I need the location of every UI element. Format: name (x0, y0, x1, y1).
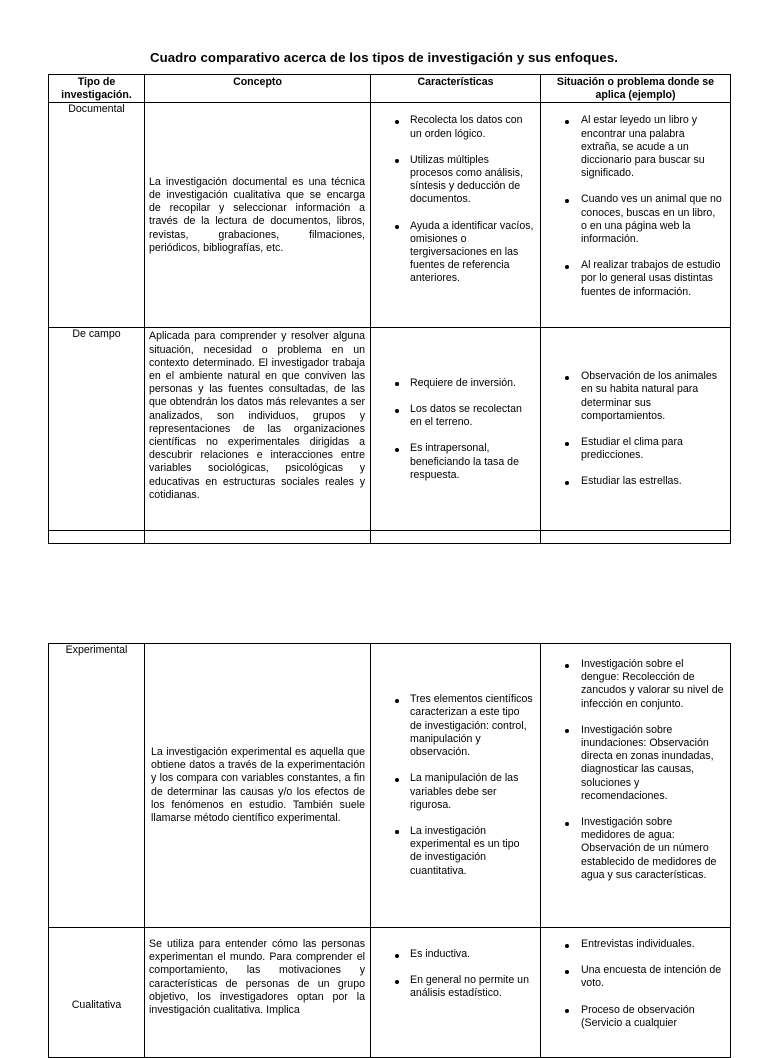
list-item (541, 475, 724, 488)
row-concepto: Aplicada para comprender y resolver alguna situación, necesidad o problema en un contexto determinado. El investigador trabaja en el ambiente natural en que conviven las personas y las fuentes consultadas, de las que obtendrán los datos más relevantes a ser analizados, son individuos, grupos y representaciones de las organizaciones científicas no experimentales dirigidas a descubrir relaciones e interacciones entre variables sociológicas, psicológicas y educativas en estructuras sociales reales y cotidianas. (145, 328, 371, 531)
bullet-icon (565, 970, 569, 974)
bullet-icon (395, 830, 399, 834)
list-item-text: Al estar leyedo un libro y encontrar una palabra extraña, se acude a un diccionario para buscar su significado. (581, 114, 705, 180)
row-tipo: Experimental (49, 644, 145, 928)
list-item-text: Entrevistas individuales. (581, 938, 695, 950)
bullet-icon (565, 944, 569, 948)
row-caracteristicas (371, 644, 541, 928)
list-item-text: Investigación sobre inundaciones: Observación directa en zonas inundadas, diagnosticar las causas, soluciones y recomendaciones. (581, 723, 714, 802)
bullet-icon (565, 120, 569, 124)
list-item (371, 948, 534, 961)
bullet-icon (565, 729, 569, 733)
list-item-text: Proceso de observación (Servicio a cualquier (581, 1003, 695, 1029)
row-caracteristicas (371, 928, 541, 1058)
list-item-text: Una encuesta de intención de voto. (581, 964, 722, 990)
list-item (371, 377, 534, 390)
bullet-icon (395, 382, 399, 386)
list-item (371, 403, 534, 429)
list-item (541, 1004, 724, 1030)
list-item-text: Estudiar las estrellas. (581, 475, 682, 488)
bullet-icon (395, 778, 399, 782)
list-item (371, 442, 534, 482)
bullet-icon (565, 481, 569, 485)
list-item-text: Observación de los animales en su habita natural para determinar sus comportamientos. (581, 370, 718, 422)
header-situacion: Situación o problema donde se aplica (ejemplo) (541, 75, 731, 103)
list-item (371, 974, 534, 1000)
empty-cell (145, 531, 371, 544)
list-item-text: Cuando ves un animal que no conoces, buscas en un libro, o en una página web la información. (581, 193, 722, 246)
bullet-icon (565, 664, 569, 668)
row-concepto: Se utiliza para entender cómo las personas experimentan el mundo. Para comprender el comportamiento, las motivaciones y características de personas de un grupo objetivo, los investigadores optan por la investigación cualitativa. Implica (145, 928, 371, 1058)
list-item-text: Los datos se recolectan en el terreno. (410, 403, 522, 429)
bullet-icon (565, 822, 569, 826)
empty-cell (371, 531, 541, 544)
list-item (541, 964, 724, 990)
bullet-icon (565, 376, 569, 380)
list-item-text: Utilizas múltiples procesos como análisis, síntesis y deducción de documentos. (410, 153, 524, 206)
list-item (541, 259, 724, 299)
table-row (49, 103, 731, 328)
bullet-icon (395, 699, 399, 703)
list-item-text: Es inductiva. (410, 948, 471, 960)
bullet-icon (395, 448, 399, 452)
list-item (371, 154, 534, 207)
list-item (371, 772, 534, 812)
row-concepto: La investigación documental es una técnica de investigación cualitativa que se encarga de recopilar y seleccionar información a través de la lectura de documentos, libros, revistas, grabaciones, filmaciones, periódicos, bibliografías, etc. (145, 103, 371, 328)
list-item (541, 114, 724, 180)
bullet-icon (395, 980, 399, 984)
list-item-text: Recolecta los datos con un orden lógico. (410, 114, 523, 140)
list-item-text: Es intrapersonal, beneficiando la tasa de respuesta. (410, 442, 519, 481)
list-item-text: Investigación sobre el dengue: Recolección de zancudos y valorar su nivel de infección en conjunto. (581, 658, 724, 710)
list-item (371, 114, 534, 140)
list-item-text: La manipulación de las variables debe ser rigurosa. (410, 772, 519, 811)
list-item-text: Requiere de inversión. (410, 376, 516, 389)
empty-table-row (49, 531, 731, 544)
list-item (541, 658, 724, 711)
list-item (541, 193, 724, 246)
row-tipo: Documental (49, 103, 145, 328)
bullet-icon (565, 442, 569, 446)
bullet-icon (565, 1009, 569, 1013)
list-item (541, 436, 724, 462)
list-item (371, 825, 534, 878)
empty-cell (49, 531, 145, 544)
row-situacion (541, 928, 731, 1058)
list-item-text: Investigación sobre medidores de agua: Observación de un número establecido de medidores de agua y sus características. (581, 816, 717, 881)
page-title: Cuadro comparativo acerca de los tipos de investigación y sus enfoques. (149, 50, 619, 65)
bullet-icon (395, 120, 399, 124)
list-item-text: En general no permite un análisis estadístico. (410, 974, 529, 1000)
header-caracteristicas: Características (371, 75, 541, 103)
bullet-icon (395, 159, 399, 163)
bullet-icon (395, 954, 399, 958)
header-concepto: Concepto (145, 75, 371, 103)
table-row (49, 328, 731, 531)
bullet-icon (395, 225, 399, 229)
row-caracteristicas (371, 103, 541, 328)
list-item (541, 724, 724, 803)
list-item-text: La investigación experimental es un tipo de investigación cuantitativa. (410, 824, 520, 877)
list-item-text: Estudiar el clima para predicciones. (581, 436, 683, 462)
row-situacion (541, 103, 731, 328)
bullet-icon (565, 199, 569, 203)
row-tipo: Cualitativa (49, 928, 145, 1058)
list-item-text: Ayuda a identificar vacíos, omisiones o tergiversaciones en las fuentes de referencia anteriores. (410, 219, 534, 285)
row-concepto: La investigación experimental es aquella que obtiene datos a través de la experimentación y los compara con variables constantes, a fin de determinar las causas y/o los efectos de los fenómenos en estudio. También suele llamarse método científico experimental. (145, 644, 371, 928)
list-item (541, 938, 724, 951)
empty-cell (541, 531, 731, 544)
list-item-text: Al realizar trabajos de estudio por lo general usas distintas fuentes de información. (581, 259, 721, 298)
comparison-table-part-2 (48, 643, 731, 1058)
row-caracteristicas (371, 328, 541, 531)
list-item (371, 693, 534, 759)
row-tipo: De campo (49, 328, 145, 531)
row-situacion (541, 644, 731, 928)
list-item (541, 370, 724, 423)
comparison-table-part-1 (48, 74, 731, 544)
bullet-icon (395, 409, 399, 413)
row-situacion (541, 328, 731, 531)
bullet-icon (565, 265, 569, 269)
list-item (541, 816, 724, 882)
header-tipo: Tipo de investigación. (49, 75, 145, 103)
table-row (49, 644, 731, 928)
table-header-row (49, 75, 731, 103)
table-row (49, 928, 731, 1058)
list-item (371, 220, 534, 286)
list-item-text: Tres elementos científicos caracterizan a este tipo de investigación: control, manipulación y observación. (410, 693, 533, 759)
